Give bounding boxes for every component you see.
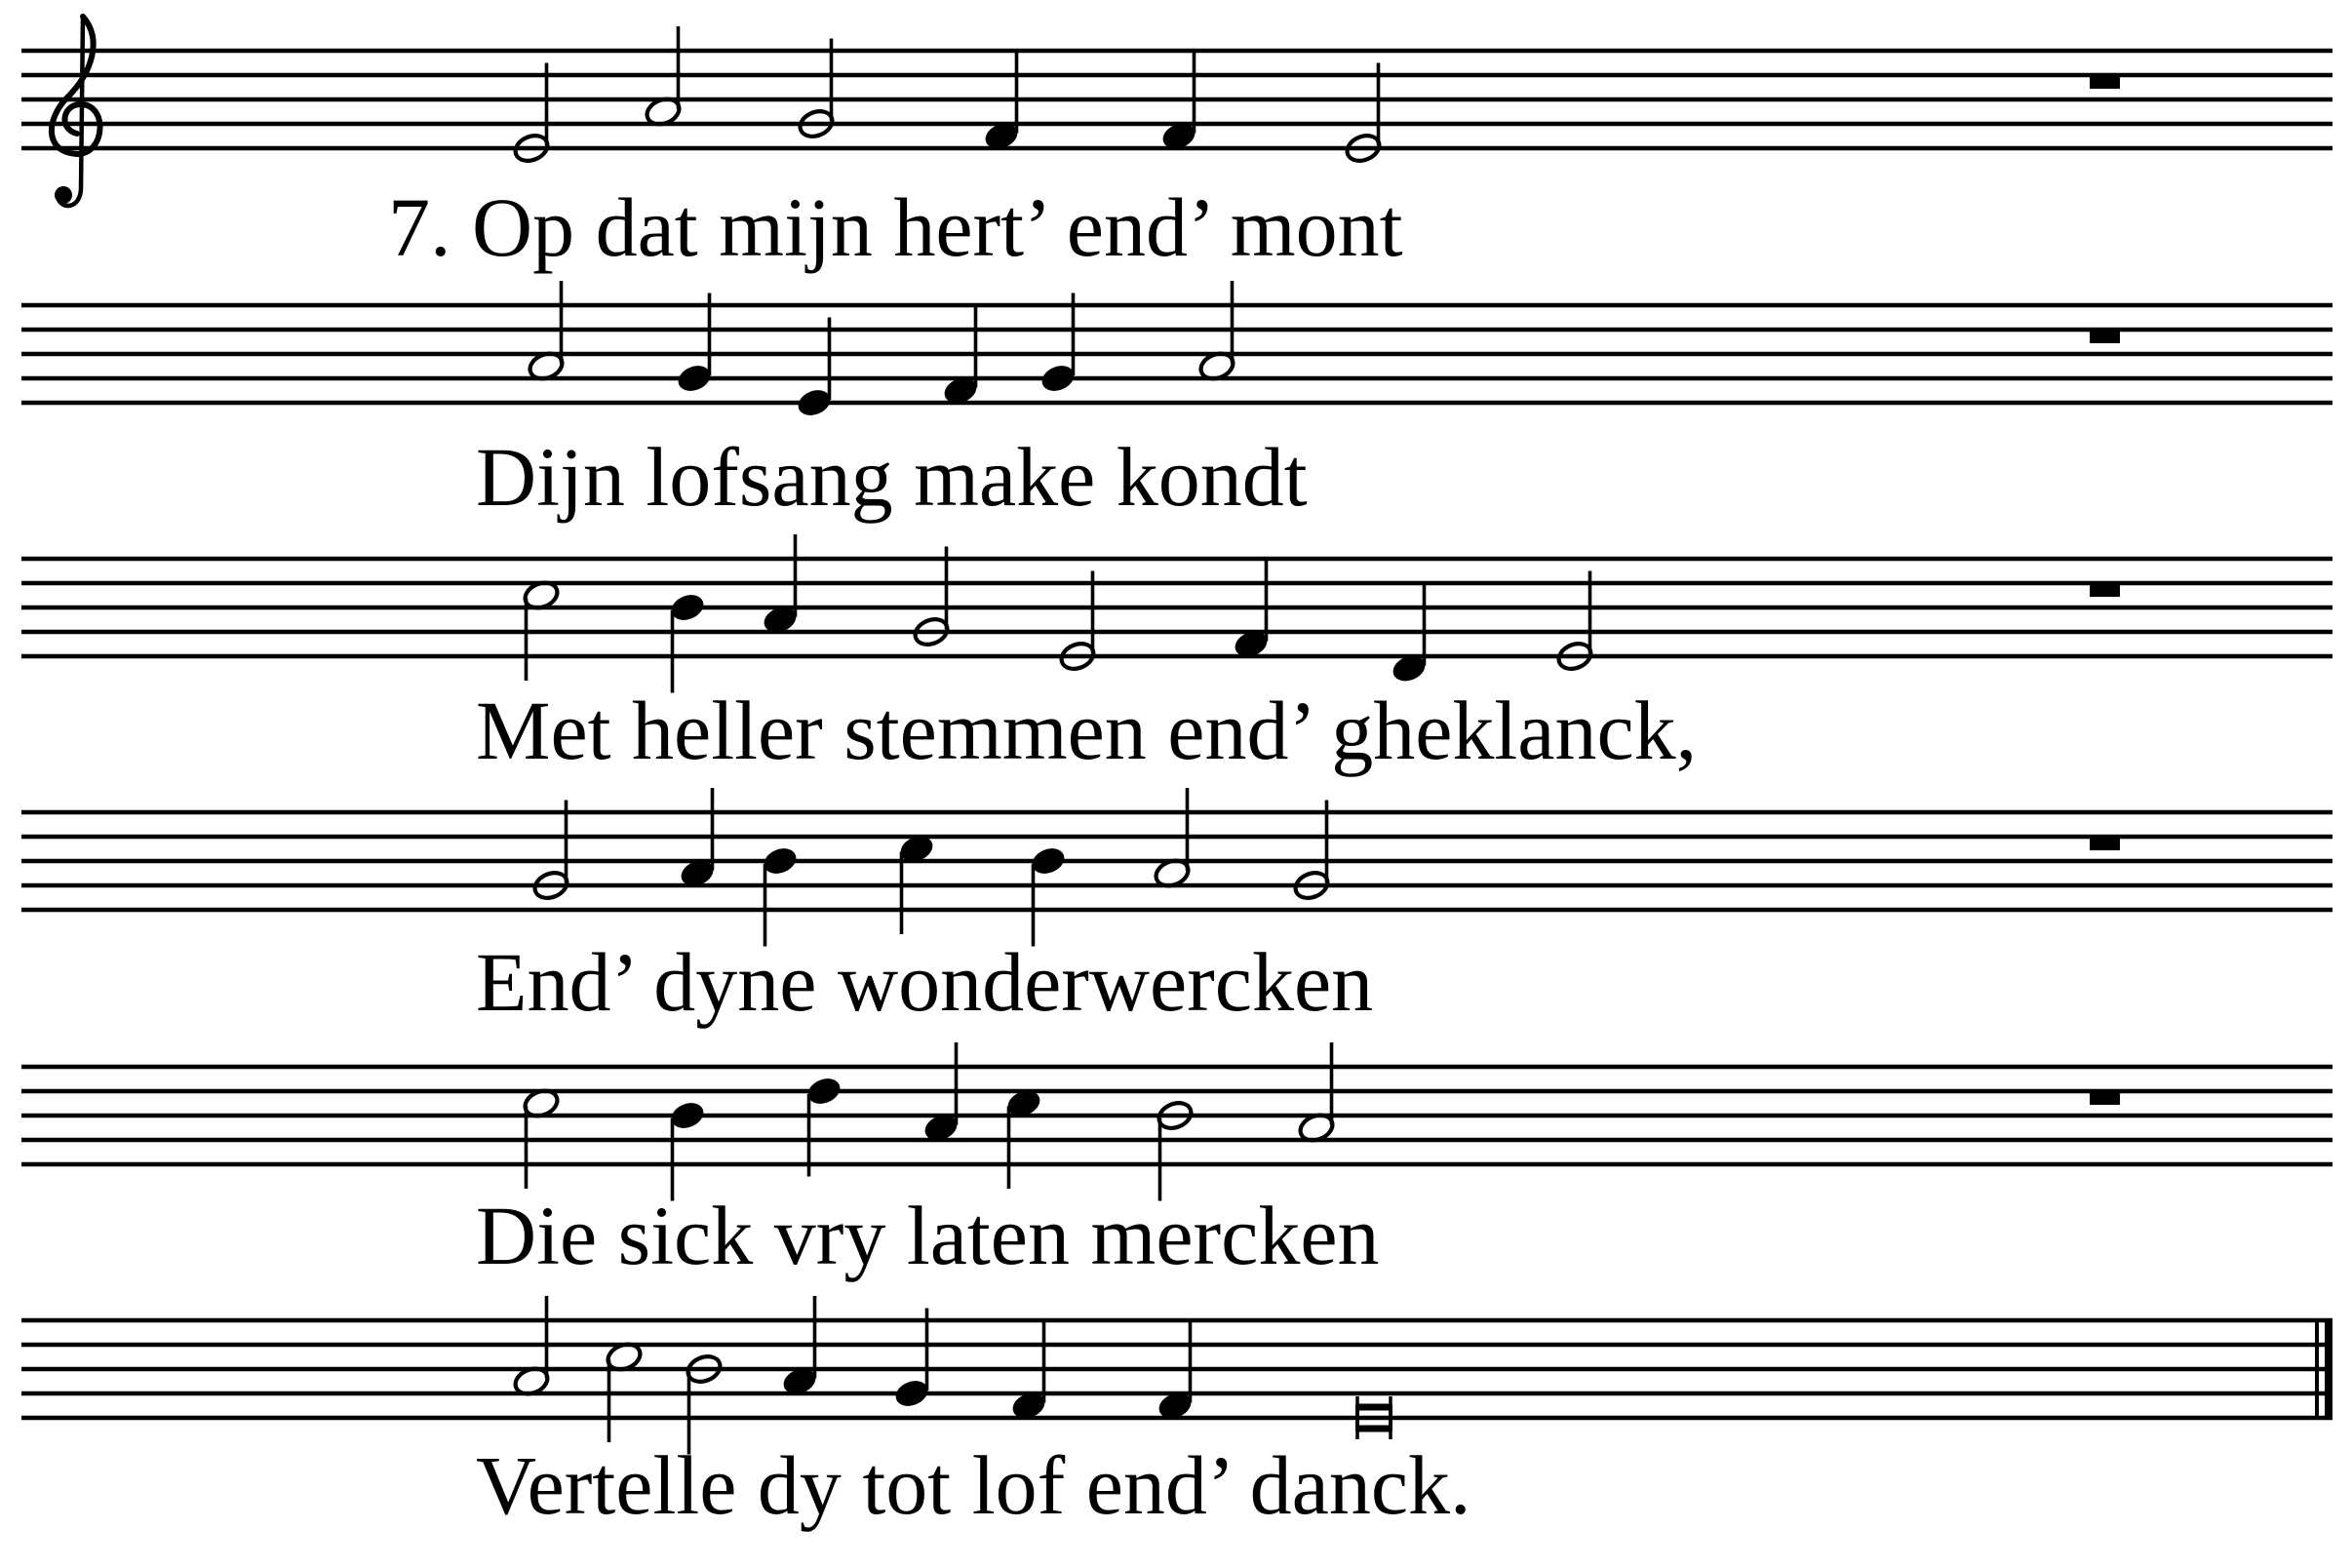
- clef-dot: [55, 186, 72, 204]
- staff-system: [21, 281, 2332, 524]
- lyric-line: Met heller stemmen end’ gheklanck,: [476, 684, 1698, 777]
- staff-system: [21, 788, 2332, 1029]
- lyric-line: Die sick vry laten mercken: [476, 1189, 1380, 1282]
- staff-system: [21, 1296, 2332, 1532]
- lyric-line: Vertelle dy tot lof end’ danck.: [476, 1438, 1471, 1532]
- treble-clef-icon: [52, 17, 100, 206]
- half-rest: [2090, 77, 2120, 89]
- lyric-line: Dijn lofsang make kondt: [476, 430, 1308, 524]
- half-rest: [2090, 839, 2120, 850]
- half-rest: [2090, 1093, 2120, 1105]
- staff-system: [21, 534, 2332, 777]
- half-rest: [2090, 585, 2120, 597]
- lyric-line: End’ dyne wonderwercken: [476, 935, 1374, 1029]
- lyric-line: 7. Op dat mijn hert’ end’ mont: [388, 180, 1403, 274]
- clef-curl: [52, 17, 100, 154]
- half-rest: [2090, 332, 2120, 343]
- staff-system: [21, 1042, 2332, 1282]
- staff-system: [21, 17, 2332, 274]
